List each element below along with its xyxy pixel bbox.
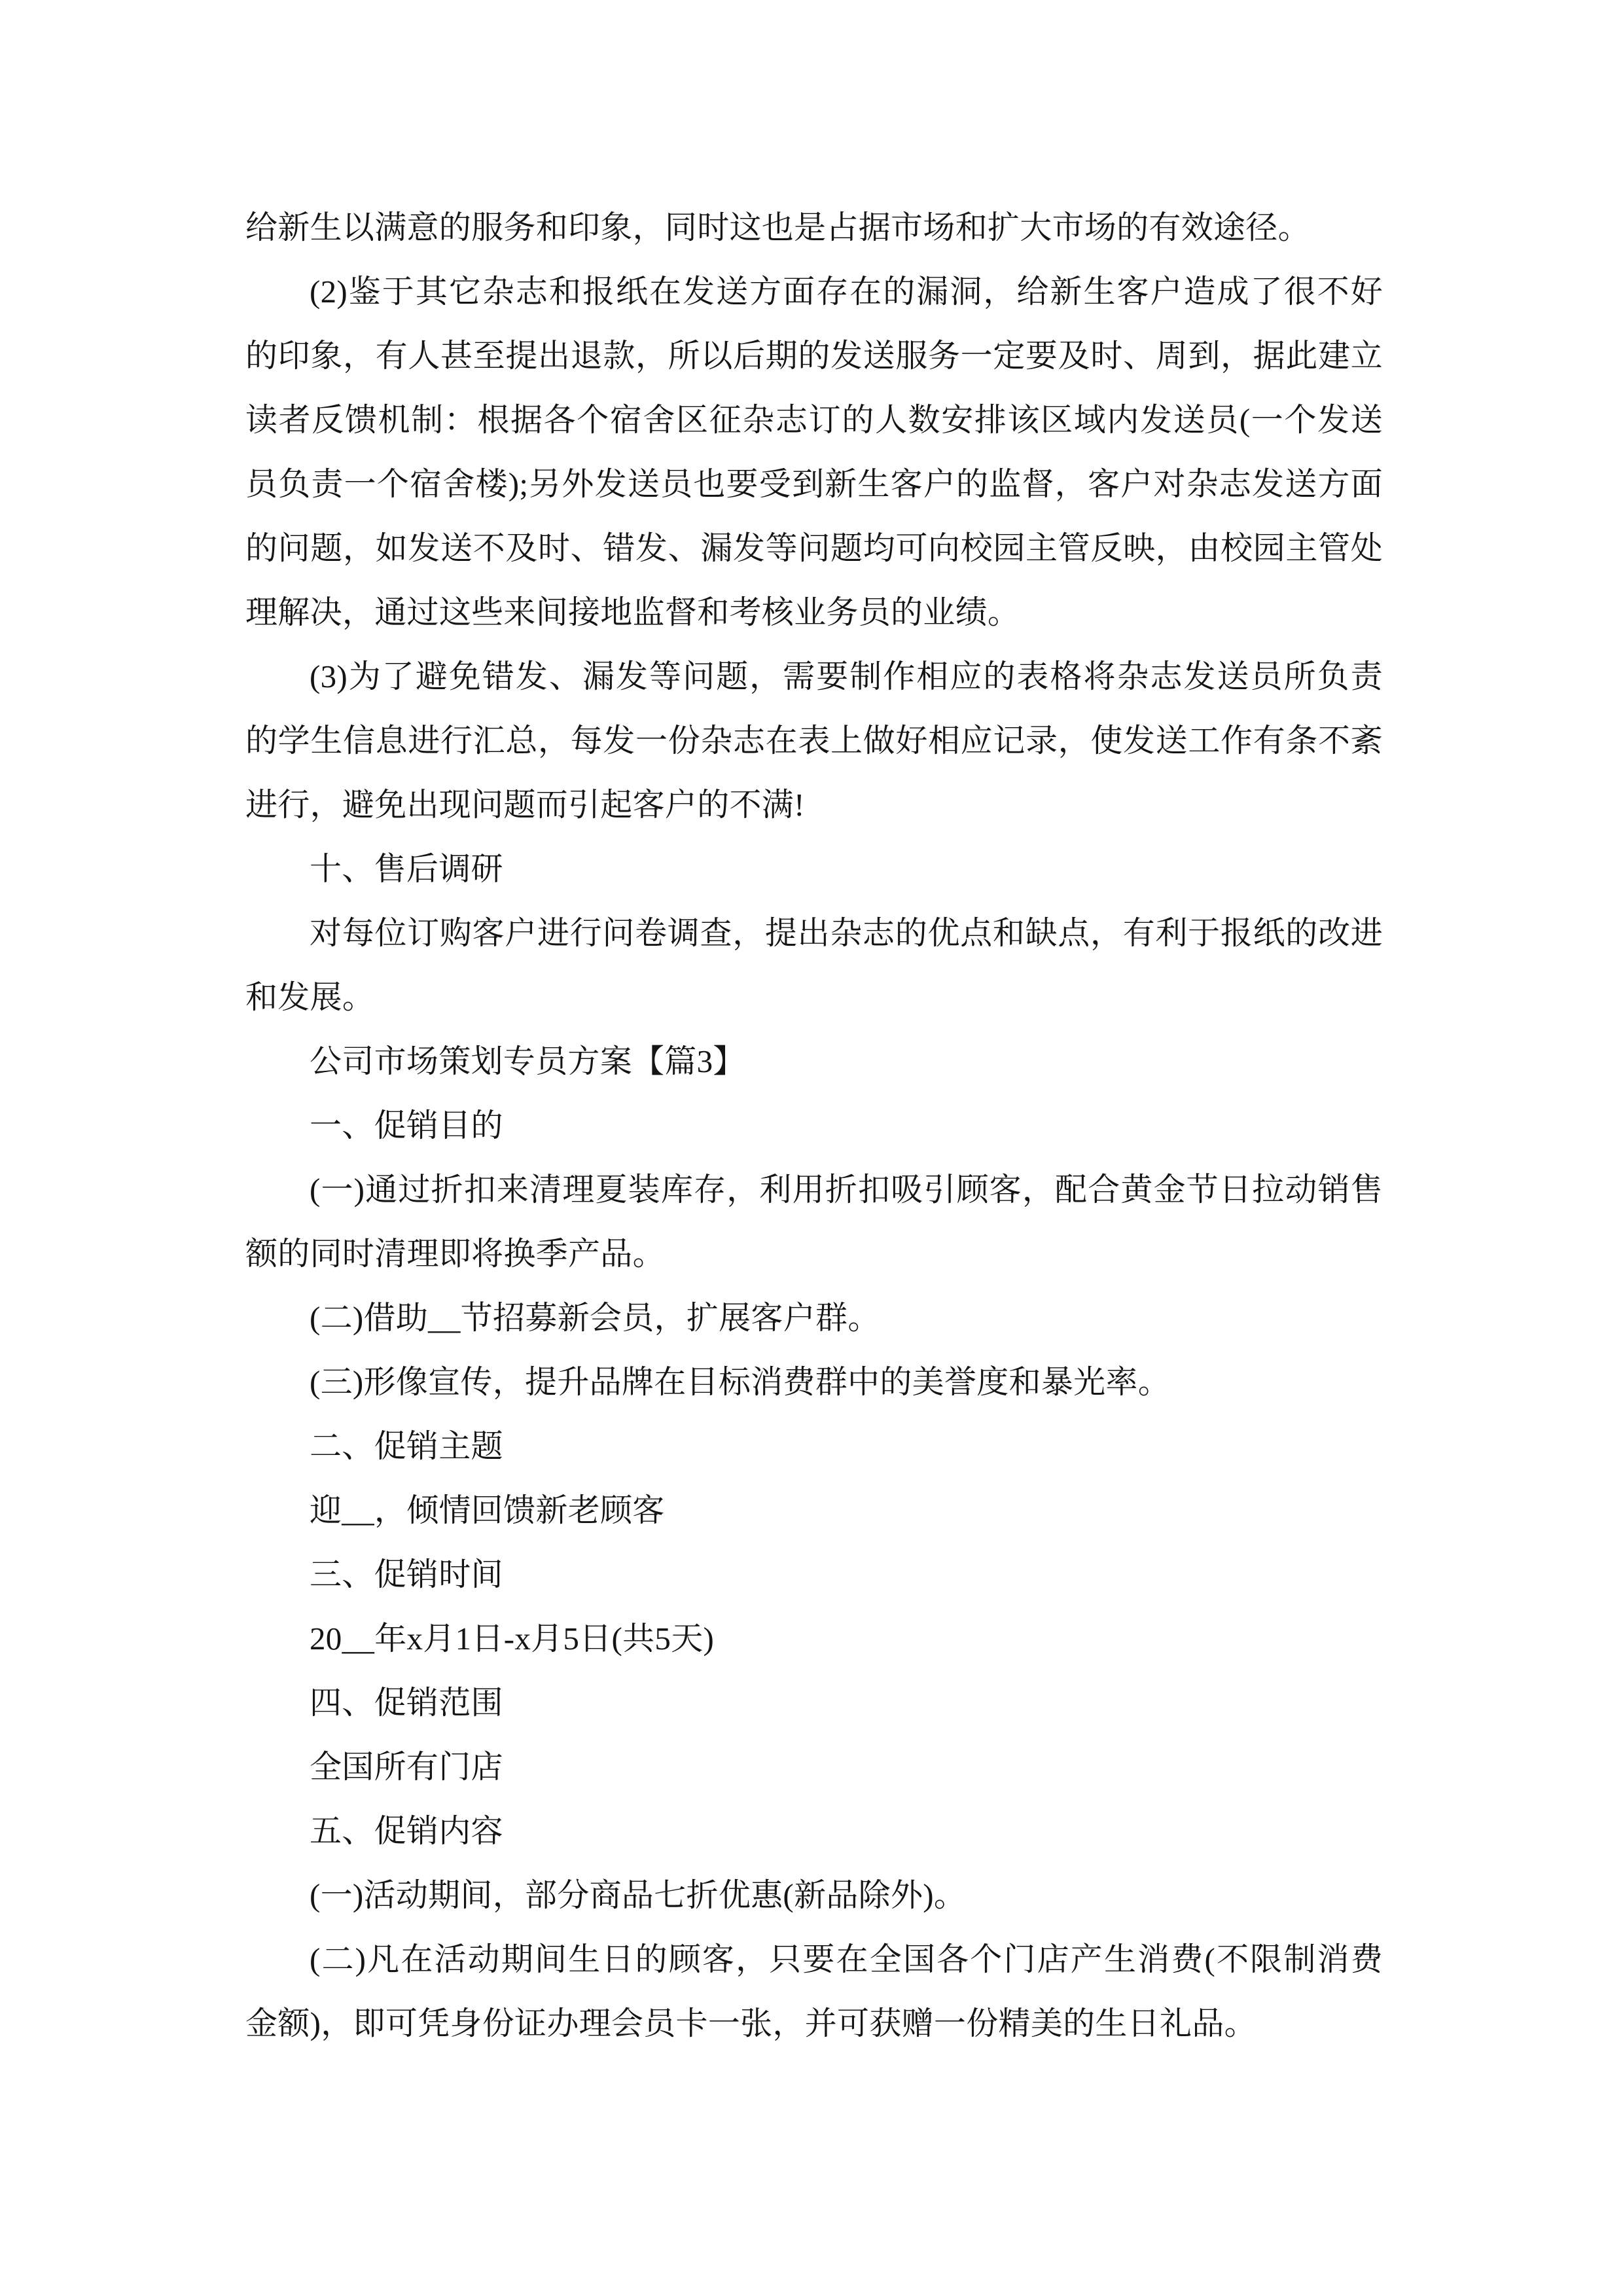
text-line: 额的同时清理即将换季产品。 [245,1236,665,1272]
paragraph [245,1158,1383,1286]
section-heading [245,1543,1383,1607]
paragraph [245,260,1383,645]
text-line: 迎__，倾情回馈新老顾客 [310,1492,665,1528]
text-line: 给新生以满意的服务和印象，同时这也是占据市场和扩大市场的有效途径。 [245,209,1310,245]
text-line: (3)为了避免错发、漏发等问题，需要制作相应的表格将杂志发送员所负责 [310,658,1383,694]
text-line: (一)通过折扣来清理夏装库存，利用折扣吸引顾客，配合黄金节日拉动销售 [310,1172,1383,1208]
article-title-text: 公司市场策划专员方案【篇3】 [310,1043,745,1079]
section-heading-text: 一、促销目的 [310,1107,503,1143]
paragraph [245,1350,1383,1414]
text-line: 的印象，有人甚至提出退款，所以后期的发送服务一定要及时、周到，据此建立 [245,338,1383,374]
section-heading [245,1671,1383,1735]
section-heading-text: 三、促销时间 [310,1556,503,1592]
paragraph [245,1479,1383,1543]
text-line: (2)鉴于其它杂志和报纸在发送方面存在的漏洞，给新生客户造成了很不好 [310,274,1383,310]
section-heading-text: 四、促销范围 [310,1685,503,1721]
paragraph [245,901,1383,1030]
paragraph [245,1607,1383,1671]
text-line: 读者反馈机制：根据各个宿舍区征杂志订的人数安排该区域内发送员(一个发送 [245,402,1383,438]
section-heading [245,1414,1383,1479]
paragraph [245,645,1383,837]
text-line: (三)形像宣传，提升品牌在目标消费群中的美誉度和暴光率。 [310,1364,1171,1400]
text-line: 和发展。 [245,979,375,1015]
paragraph [245,1863,1383,1928]
section-heading-text: 二、促销主题 [310,1428,503,1464]
document-body [245,196,1383,2056]
text-line: 的问题，如发送不及时、错发、漏发等问题均可向校园主管反映，由校园主管处 [245,530,1383,566]
section-heading [245,1094,1383,1158]
section-heading [245,1799,1383,1863]
section-heading [245,837,1383,901]
text-line: 理解决，通过这些来间接地监督和考核业务员的业绩。 [245,594,1020,630]
text-line: 的学生信息进行汇总，每发一份杂志在表上做好相应记录，使发送工作有条不紊 [245,723,1383,759]
text-line: (一)活动期间，部分商品七折优惠(新品除外)。 [310,1877,967,1913]
text-line: (二)借助__节招募新会员，扩展客户群。 [310,1300,880,1336]
text-line: 对每位订购客户进行问卷调查，提出杂志的优点和缺点，有利于报纸的改进 [310,915,1383,951]
text-line: 进行，避免出现问题而引起客户的不满! [245,787,805,823]
text-line: 金额)，即可凭身份证办理会员卡一张，并可获赠一份精美的生日礼品。 [245,2005,1257,2041]
article-title [245,1030,1383,1094]
paragraph [245,1286,1383,1350]
paragraph [245,1735,1383,1799]
text-line: (二)凡在活动期间生日的顾客，只要在全国各个门店产生消费(不限制消费 [310,1941,1383,1977]
section-heading-text: 五、促销内容 [310,1813,503,1849]
text-line: 员负责一个宿舍楼);另外发送员也要受到新生客户的监督，客户对杂志发送方面 [245,466,1383,502]
section-heading-text: 十、售后调研 [310,851,503,887]
paragraph [245,196,1383,260]
text-line: 20__年x月1日-x月5日(共5天) [310,1621,715,1657]
paragraph [245,1928,1383,2056]
text-line: 全国所有门店 [310,1749,503,1785]
